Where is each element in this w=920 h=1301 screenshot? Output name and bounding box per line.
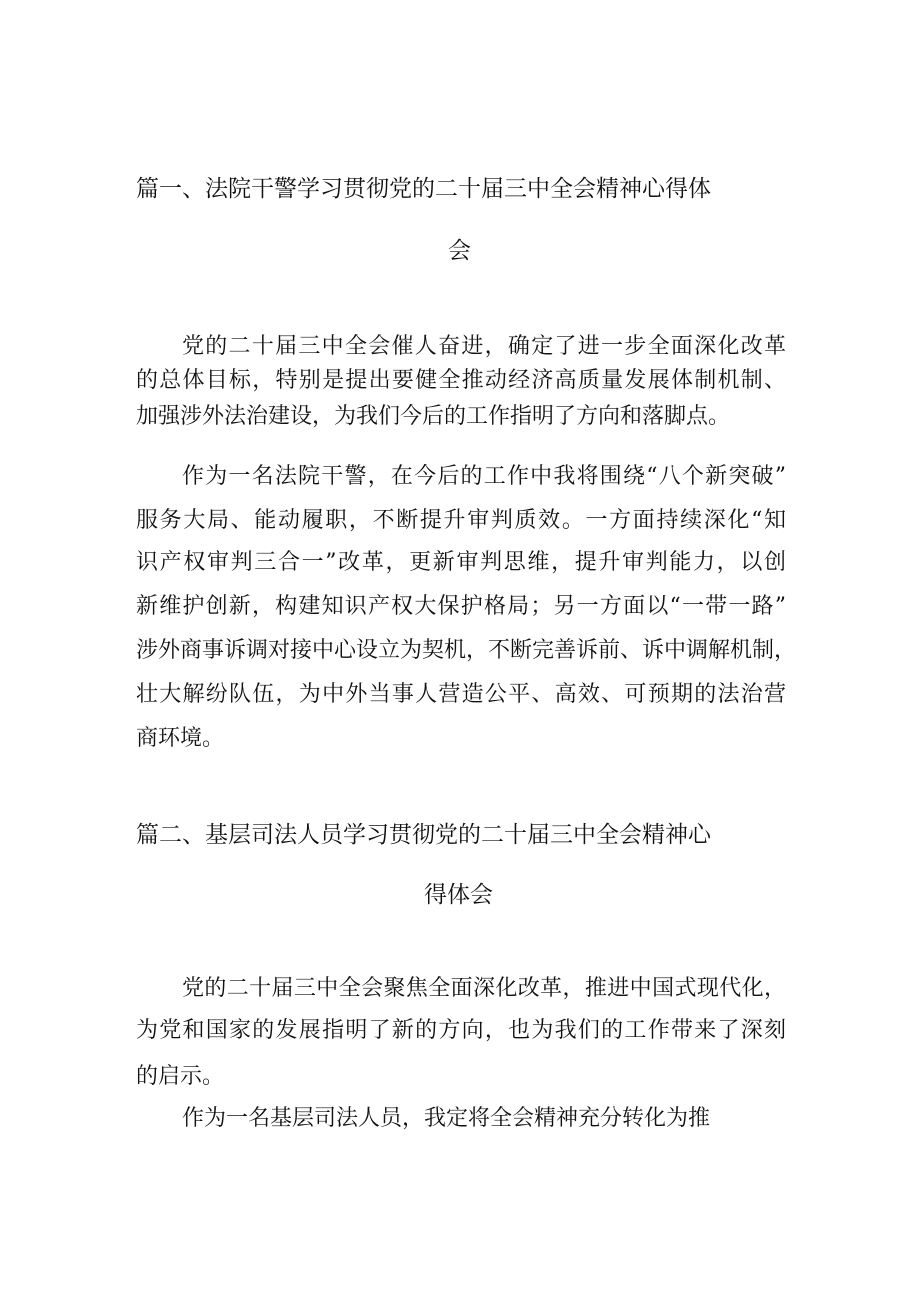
section-2-paragraph-1-line-1: 党的二十届三中全会聚焦全面深化改革，推进中国式现代化， [182,976,786,1001]
section-1-paragraph-2-line-1: 作为一名法院干警，在今后的工作中我将围绕“八个新突破” [182,464,786,489]
section-2-paragraph-2-line-1: 作为一名基层司法人员，我定将全会精神充分转化为推 [182,1106,711,1131]
section-1-paragraph-2-line-2: 服务大局、能动履职，不断提升审判质效。一方面持续深化“知 [136,508,786,533]
section-1-title-line-2: 会 [448,238,471,264]
section-2-paragraph-1-line-2: 为党和国家的发展指明了新的方向，也为我们的工作带来了深刻 [136,1018,786,1043]
section-1-paragraph-1-line-1: 党的二十届三中全会催人奋进，确定了进一步全面深化改革 [182,334,786,359]
section-2-title-line-2: 得体会 [424,882,493,908]
section-2-title-line-1: 篇二、基层司法人员学习贯彻党的二十届三中全会精神心 [136,822,711,848]
section-1-paragraph-2-line-3: 识产权审判三合一”改革，更新审判思维，提升审判能力，以创 [136,550,786,575]
section-2-paragraph-1-line-3: 的启示。 [136,1064,225,1089]
section-1-paragraph-2-line-6: 壮大解纷队伍，为中外当事人营造公平、高效、可预期的法治营 [136,682,786,707]
section-1-paragraph-2-line-4: 新维护创新，构建知识产权大保护格局；另一方面以“一带一路” [136,594,786,619]
section-1-title-line-1: 篇一、法院干警学习贯彻党的二十届三中全会精神心得体 [136,176,711,202]
section-1-paragraph-2-line-7: 商环境。 [136,726,225,751]
section-1-paragraph-1-line-3: 加强涉外法治建设，为我们今后的工作指明了方向和落脚点。 [136,404,731,429]
section-1-paragraph-1-line-2: 的总体目标，特别是提出要健全推动经济高质量发展体制机制、 [136,368,786,393]
section-1-paragraph-2-line-5: 涉外商事诉调对接中心设立为契机，不断完善诉前、诉中调解机制， [136,638,797,663]
